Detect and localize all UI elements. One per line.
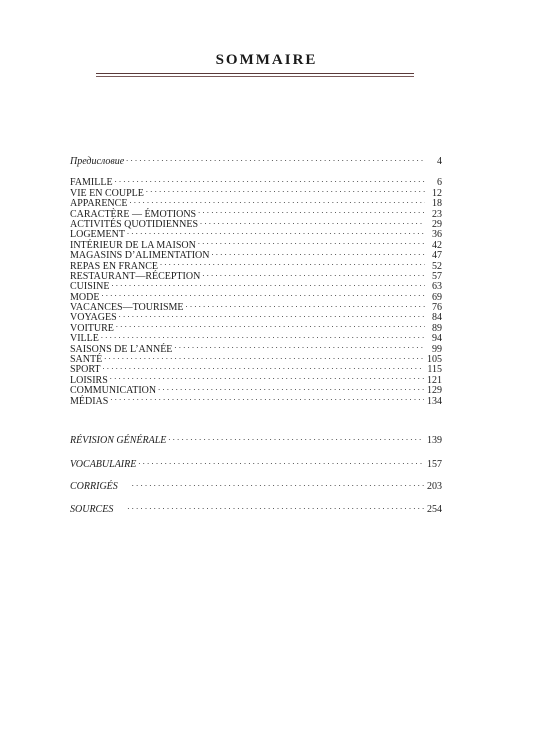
toc-leader-dots [132, 479, 424, 489]
toc-entry-page: 134 [427, 395, 442, 407]
toc-entry-label: MODE [70, 291, 100, 303]
toc-entry-page: 76 [432, 302, 442, 314]
toc-entry-label: RÉVISION GÉNÉRALE [70, 435, 167, 447]
toc-entry-label: VOYAGES [70, 312, 117, 324]
toc-preface-section [70, 154, 442, 168]
toc-entry-page: 129 [427, 385, 442, 397]
toc-appendix-sources [70, 502, 442, 516]
toc-leader-dots [138, 457, 424, 467]
toc-entry-page: 42 [432, 239, 442, 251]
toc-leader-dots [101, 331, 425, 341]
toc-entry-page: 63 [432, 281, 442, 293]
toc-entry-page: 6 [437, 177, 442, 189]
page-title: SOMMAIRE [215, 52, 318, 68]
toc-leader-dots [198, 206, 425, 216]
toc-appendix-corriges [70, 479, 442, 493]
toc-entry-label: CORRIGÉS [70, 481, 118, 493]
toc-entry-page: 57 [432, 270, 442, 282]
toc-leader-dots [110, 372, 424, 382]
toc-entry-page: 12 [432, 187, 442, 199]
toc-leader-dots [186, 300, 425, 310]
toc-entry-chapter[interactable] [70, 383, 442, 397]
toc-entry-label: REPAS EN FRANCE [70, 260, 158, 272]
toc-entry-page: 157 [427, 459, 442, 471]
toc-leader-dots [119, 310, 425, 320]
toc-entry-page: 36 [432, 229, 442, 241]
toc-leader-dots [103, 362, 425, 372]
toc-entry-label: APPARENCE [70, 198, 128, 210]
toc-entry-page: 115 [427, 364, 442, 376]
toc-entry-sources[interactable] [70, 502, 442, 516]
toc-entry-chapter[interactable] [70, 310, 442, 324]
title-rule-bottom [96, 76, 414, 77]
toc-leader-dots [104, 352, 424, 362]
toc-entry-revision-generale[interactable] [70, 433, 442, 447]
toc-entry-chapter[interactable] [70, 196, 442, 210]
toc-leader-dots [111, 279, 425, 289]
toc-entry-page: 23 [432, 208, 442, 220]
toc-entry-label: VOITURE [70, 322, 114, 334]
toc-leader-dots [127, 502, 424, 512]
toc-leader-dots [198, 237, 425, 247]
toc-leader-dots [110, 393, 424, 403]
toc-leader-dots [158, 383, 424, 393]
toc-entry-page: 254 [427, 504, 442, 516]
toc-leader-dots [168, 433, 424, 443]
toc-entry-label: CARACTÈRE — ÉMOTIONS [70, 208, 197, 220]
toc-entry-chapter[interactable] [70, 331, 442, 345]
toc-leader-dots [174, 341, 425, 351]
toc-entry-chapter[interactable] [70, 269, 442, 282]
toc-entry-vocabulaire[interactable] [70, 457, 442, 471]
toc-entry-label: MAGASINS D’ALIMENTATION [70, 250, 210, 262]
toc-entry-chapter[interactable] [70, 393, 442, 407]
toc-chapters-section [70, 175, 442, 407]
toc-leader-dots [126, 154, 425, 164]
toc-entry-chapter[interactable] [70, 352, 442, 366]
toc-leader-dots [202, 269, 425, 279]
toc-entry-chapter[interactable] [70, 217, 442, 230]
toc-entry-chapter[interactable] [70, 185, 442, 199]
toc-leader-dots [211, 248, 425, 258]
toc-leader-dots [146, 185, 425, 195]
toc-entry-label: MÉDIAS [70, 395, 109, 407]
toc-entry-chapter[interactable] [70, 289, 442, 303]
toc-leader-dots [129, 196, 425, 206]
toc-entry-label: SOURCES [70, 504, 114, 516]
toc-entry-label: COMMUNICATION [70, 385, 157, 397]
toc-entry-chapter[interactable] [70, 341, 442, 355]
toc-entry-page: 105 [427, 354, 442, 366]
toc-entry-page: 47 [432, 250, 442, 262]
toc-entry-corriges[interactable] [70, 479, 442, 493]
toc-entry-page: 69 [432, 291, 442, 303]
toc-leader-dots [200, 217, 425, 227]
toc-entry-page: 52 [432, 260, 442, 272]
toc-entry-label: VOCABULAIRE [70, 459, 137, 471]
toc-entry-preface[interactable] [70, 154, 442, 168]
toc-entry-chapter[interactable] [70, 175, 442, 189]
toc-entry-page: 84 [432, 312, 442, 324]
toc-appendix-revision [70, 433, 442, 447]
toc-leader-dots [101, 289, 425, 299]
toc-entry-page: 29 [432, 218, 442, 230]
toc-appendix-vocabulaire [70, 457, 442, 471]
toc-entry-page: 139 [427, 435, 442, 447]
toc-entry-label: LOGEMENT [70, 229, 125, 241]
toc-entry-chapter[interactable] [70, 279, 442, 293]
toc-leader-dots [116, 320, 425, 330]
toc-entry-page: 89 [432, 322, 442, 334]
toc-entry-label: CUISINE [70, 281, 110, 293]
toc-entry-label: FAMILLE [70, 177, 113, 189]
toc-entry-page: 121 [427, 374, 442, 386]
toc-entry-chapter[interactable] [70, 320, 442, 334]
toc-entry-chapter[interactable] [70, 300, 442, 314]
toc-entry-page: 94 [432, 333, 442, 345]
toc-entry-label: SPORT [70, 364, 101, 376]
toc-entry-label: VILLE [70, 333, 99, 345]
toc-entry-label: SAISONS DE L’ANNÉE [70, 343, 173, 355]
toc-entry-chapter[interactable] [70, 372, 442, 386]
toc-leader-dots [115, 175, 425, 185]
toc-entry-label: Предисловие [70, 156, 125, 168]
toc-entry-label: INTÉRIEUR DE LA MAISON [70, 239, 196, 251]
toc-entry-page: 18 [432, 198, 442, 210]
toc-entry-chapter[interactable] [70, 248, 442, 262]
toc-entry-label: SANTÉ [70, 354, 103, 366]
toc-entry-chapter[interactable] [70, 362, 442, 376]
toc-entry-label: ACTIVITÉS QUOTIDIENNES [70, 218, 199, 230]
toc-leader-dots [160, 258, 425, 268]
toc-entry-label: RESTAURANT—RÉCEPTION [70, 270, 201, 282]
toc-entry-page: 203 [427, 481, 442, 493]
title-rule-top [96, 73, 414, 74]
toc-entry-page: 4 [437, 156, 442, 168]
toc-entry-label: LOISIRS [70, 374, 108, 386]
toc-leader-dots [127, 227, 425, 237]
toc-entry-page: 99 [432, 343, 442, 355]
toc-entry-label: VACANCES—TOURISME [70, 302, 184, 314]
toc-entry-label: VIE EN COUPLE [70, 187, 144, 199]
